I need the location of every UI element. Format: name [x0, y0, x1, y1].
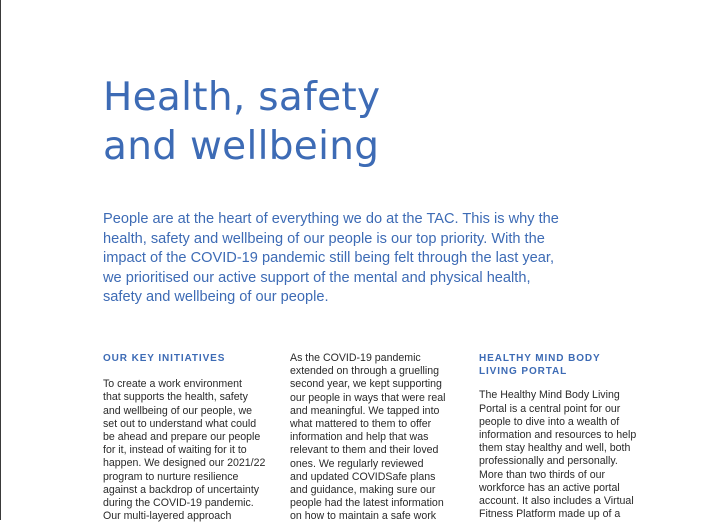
- column-healthy-mind-body: [479, 352, 655, 521]
- body-line: for it, instead of waiting for it to: [103, 444, 247, 457]
- body-line: during the COVID-19 pandemic.: [103, 497, 254, 510]
- body-line: happen. We designed our 2021/22: [103, 457, 266, 470]
- section-heading: [103, 352, 275, 365]
- intro-line: we prioritised our active support of the mental and physical health,: [103, 269, 531, 286]
- body-line: set out to understand what could: [103, 417, 257, 430]
- body-line: be ahead and prepare our people: [103, 431, 261, 444]
- body-line: The Healthy Mind Body Living: [479, 389, 620, 402]
- body-line: and updated COVIDSafe plans: [290, 470, 436, 483]
- body-line: professionally and personally.: [479, 455, 618, 468]
- intro-line: safety and wellbeing of our people.: [103, 289, 329, 306]
- body-line: information and resources to help: [479, 429, 637, 442]
- body-line: To create a work environment: [103, 378, 242, 391]
- body-line: on how to maintain a safe work: [290, 510, 437, 523]
- body-line: relevant to them and their loved: [290, 444, 439, 457]
- body-line: them stay healthy and well, both: [479, 442, 631, 455]
- body-line: that supports the health, safety: [103, 391, 248, 404]
- body-line: extended on through a gruelling: [290, 365, 440, 378]
- intro-line: health, safety and wellbeing of our people is our top priority. With the: [103, 230, 545, 247]
- body-line: Fitness Platform made up of a: [479, 508, 621, 521]
- body-line: More than two thirds of our: [479, 468, 606, 481]
- column-key-initiatives: [103, 352, 275, 523]
- body-line: account. It also includes a Virtual: [479, 495, 634, 508]
- section-body: [479, 389, 655, 521]
- body-line: people had the latest information: [290, 497, 444, 510]
- body-line: and guidance, making sure our: [290, 484, 436, 497]
- body-line: our people in ways that were real: [290, 391, 446, 404]
- body-line: against a backdrop of uncertainty: [103, 483, 260, 496]
- column-covid-support: [290, 352, 462, 524]
- body-line: As the COVID-19 pandemic: [290, 352, 421, 364]
- body-line: Our multi-layered approach: [103, 510, 232, 523]
- section-heading-line: LIVING PORTAL: [479, 366, 568, 378]
- section-heading-line: OUR KEY INITIATIVES: [103, 353, 226, 364]
- section-body: [103, 378, 275, 523]
- intro-paragraph: [103, 210, 603, 308]
- intro-line: People are at the heart of everything we do at the TAC. This is why the: [103, 211, 559, 227]
- body-line: Portal is a central point for our: [479, 402, 621, 415]
- page-title-line: and wellbeing: [103, 124, 380, 169]
- page-title: [103, 73, 380, 171]
- body-line: people to dive into a wealth of: [479, 415, 620, 428]
- body-line: and wellbeing of our people, we: [103, 404, 253, 417]
- body-line: second year, we kept supporting: [290, 378, 442, 391]
- section-heading: [479, 352, 655, 378]
- intro-line: impact of the COVID-19 pandemic still being felt through the last year,: [103, 250, 555, 267]
- page-edge-line: [0, 0, 1, 520]
- body-line: information and help that was: [290, 431, 429, 444]
- body-line: program to nurture resilience: [103, 470, 239, 483]
- section-heading-line: HEALTHY MIND BODY: [479, 353, 601, 364]
- body-line: workforce has an active portal: [479, 481, 620, 494]
- body-line: and meaningful. We tapped into: [290, 404, 440, 417]
- section-body: [290, 352, 462, 524]
- body-line: ones. We regularly reviewed: [290, 457, 424, 470]
- body-line: what mattered to them to offer: [290, 418, 432, 431]
- page-title-line: Health, safety: [103, 75, 381, 120]
